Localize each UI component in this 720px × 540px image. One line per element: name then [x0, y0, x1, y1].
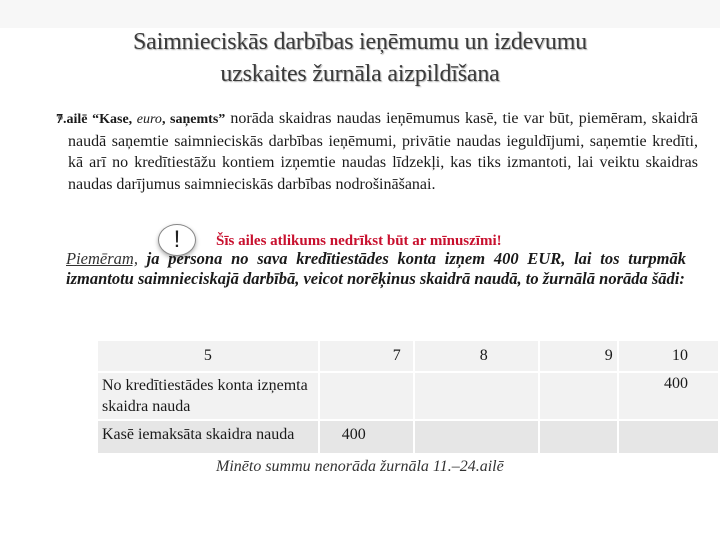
table-cell: Kasē iemaksāta skaidra nauda	[97, 420, 319, 454]
ledger-table	[96, 339, 720, 455]
table-cell: 400	[618, 372, 719, 420]
column-header: 10	[618, 340, 719, 372]
table-cell	[539, 420, 618, 454]
slide-title	[20, 26, 700, 90]
table-cell	[319, 372, 414, 420]
example-text: ja persona no sava kredītiestādes konta izņem 400 EUR, lai tos turpmāk izmantotu saimnieciskajā darbībā, veicot norēķinus skaidrā naudā, to žurnālā norāda šādi:	[66, 249, 686, 288]
title-line-2: uzskaites žurnāla aizpildīšana	[220, 61, 500, 87]
column-header: 9	[539, 340, 618, 372]
example-paragraph	[66, 249, 686, 288]
bullet-body: norāda skaidras naudas ieņēmumus kasē, tie var būt, piemēram, skaidrā naudā saņemtie saimnieciskās darbības ieņēmumi, privātie naudas ieguldījumi, saņemtie kredīti, kā arī no kredītiestāžu kontiem izņemtie naudas līdzekļi, kas tiks izmantoti, lai veiktu skaidras naudas darījumus saimnieciskās darbības nodrošināšanai.	[68, 110, 699, 193]
column-header: 5	[97, 340, 319, 372]
table-cell	[414, 372, 539, 420]
table-cell	[414, 420, 539, 454]
table-cell	[539, 372, 618, 420]
table-cell	[618, 420, 719, 454]
title-line-1: Saimnieciskās darbības ieņēmumu un izdevumu	[133, 29, 587, 55]
slide-top-bar	[0, 0, 720, 28]
warning-text: Šīs ailes atlikums nedrīkst būt ar mīnuszīmi!	[216, 233, 502, 249]
example-lead: Piemēram,	[66, 249, 138, 268]
bullet-lead-prefix: 7.ailē “Kase,	[56, 112, 137, 127]
table-row	[97, 420, 719, 454]
footnote: Minēto summu nenorāda žurnāla 11.–24.ailē	[216, 458, 504, 475]
table-cell: No kredītiestādes konta izņemta skaidra nauda	[97, 372, 319, 420]
bullet-lead-suffix: , saņemts”	[161, 112, 226, 127]
table-header-row	[97, 340, 719, 372]
bullet-lead-italic: euro	[136, 112, 162, 127]
table-cell: 400	[319, 420, 414, 454]
table-row	[97, 372, 719, 420]
column-header: 7	[319, 340, 414, 372]
bullet-paragraph	[56, 108, 698, 195]
bullet-lead	[56, 112, 225, 127]
exclamation-icon: !	[158, 224, 196, 256]
column-header: 8	[414, 340, 539, 372]
